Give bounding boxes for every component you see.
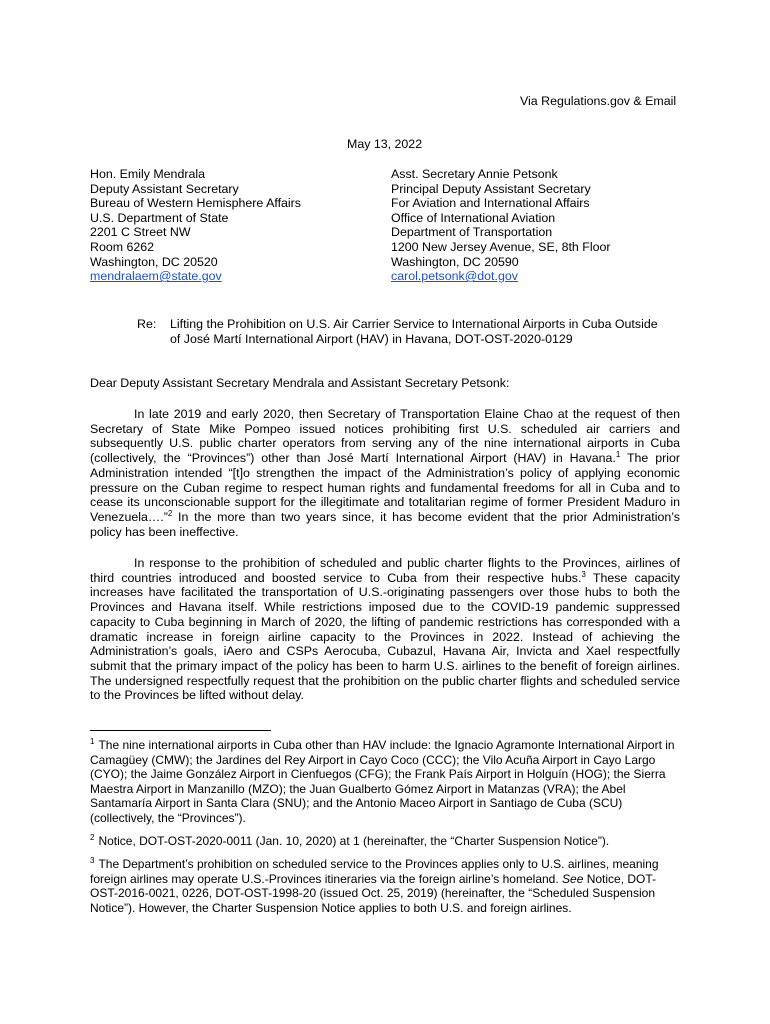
address-line: 1200 New Jersey Avenue, SE, 8th Floor [391,239,611,254]
footnote-2: $^2$ Notice, DOT-OST-2020-0011 (Jan. 10, 2020) at 1 (hereinafter, the “Charter Suspension Notice”). [90,833,610,848]
email-link-petsonk[interactable]: carol.petsonk@dot.gov [391,269,518,284]
body-paragraph-1: In late 2019 and early 2020, then Secretary of Transportation Elaine Chao at the request of then Secretary of State Mike Pompeo issued notices prohibiting first U.S. scheduled air carriers and subsequently U.S. public charter operators from serving any of the nine international airports in Cuba (collectively, the “Provinces”) other than José Martí International Airport (HAV) in Havana.$^1$ The prior Administration intended “[t]o strengthen the impact of the Administration’s policy of applying economic pressure on the Cuban regime to respect human rights and fundamental freedoms for all in Cuba and to cease its unconscionable support for the illegitimate and totalitarian regime of former President Maduro in Venezuela….”$^2$ In the more than two years since, it has become evident that the prior Administration’s policy has been ineffective. [90,407,680,539]
address-line: For Aviation and International Affairs [391,196,590,211]
footnote-ref-1[interactable]: 1 [615,449,621,459]
recipient-right [391,167,681,284]
footnote-ref-2[interactable]: 2 [167,508,173,518]
recipient-left [90,167,380,284]
re-subject-line2: of José Martí International Airport (HAV) in Havana, DOT-OST-2020-0129 [170,332,573,346]
salutation: Dear Deputy Assistant Secretary Mendrala and Assistant Secretary Petsonk: [90,376,510,390]
footnote-3: $^3$ The Department’s prohibition on scheduled service to the Provinces applies only to U.S. airlines, meaning foreign airlines may operate U.S.-Provinces itineraries via the foreign airline’s homeland. See Notice, DOT-OST-2016-0021, 0226, DOT-OST-1998-20 (issued Oct. 25, 2019) (hereinafter, the “Scheduled Suspension Notice”). However, the Charter Suspension Notice applies to both U.S. and foreign airlines. [90,856,659,915]
footnote-ref-3[interactable]: 3 [581,569,586,579]
address-line: Washington, DC 20520 [90,254,218,269]
address-line: Hon. Emily Mendrala [90,167,206,181]
address-line: Department of Transportation [391,225,553,240]
re-subject-line1: Lifting the Prohibition on U.S. Air Carrier Service to International Airports in Cuba Outside [170,317,658,331]
body-paragraph-2: In response to the prohibition of scheduled and public charter flights to the Provinces, airlines of third countries introduced and boosted service to Cuba from their respective hubs.$^3$ These capacity increases have facilitated the transportation of U.S.-originating passengers over those hubs to both the Provinces and Havana itself. While restrictions imposed due to the COVID-19 pandemic suppressed capacity to Cuba beginning in March of 2020, the lifting of pandemic restrictions has corresponded with a dramatic increase in foreign airline capacity to the Provinces in 2022. Instead of achieving the Administration’s goals, iAero and CSPs Aerocuba, Cubazul, Havana Air, Invicta and Xael respectfully submit that the primary impact of the policy has been to harm U.S. airlines to the benefit of foreign airlines. The undersigned respectfully request that the prohibition on the public charter flights and scheduled service to the Provinces be lifted without delay. [90,556,681,703]
address-line: Office of International Aviation [391,210,556,225]
address-line: Washington, DC 20590 [391,254,519,269]
re-label: Re: [137,317,157,331]
address-line: Room 6262 [90,239,155,254]
footnote-separator [90,730,271,731]
letter-date: May 13, 2022 [347,137,423,151]
address-line: Deputy Assistant Secretary [90,181,239,196]
email-link-mendrala[interactable]: mendralaem@state.gov [90,269,222,284]
delivery-method: Via Regulations.gov & Email [520,94,677,108]
footnote-1: $^1$ The nine international airports in Cuba other than HAV include: the Ignacio Agramonte International Airport in Camagüey (CMW); the Jardines del Rey Airport in Cayo Coco (CCC); the Vilo Acuña Airport in Cayo Largo (CYO); the Jaime González Airport in Cienfuegos (CFG); the Frank País Airport in Holguín (HOG); the Sierra Maestra Airport in Manzanillo (MZO); the Juan Gualberto Gómez Airport in Matanzas (VRA); the Abel Santamaría Airport in Santa Clara (SNU); and the Antonio Maceo Airport in Santiago de Cuba (SCU) (collectively, the “Provinces”). [90,737,675,825]
address-line: 2201 C Street NW [90,225,191,240]
address-line: Bureau of Western Hemisphere Affairs [90,196,301,211]
address-line: Asst. Secretary Annie Petsonk [391,167,558,181]
address-line: Principal Deputy Assistant Secretary [391,181,591,196]
address-line: U.S. Department of State [90,210,229,225]
